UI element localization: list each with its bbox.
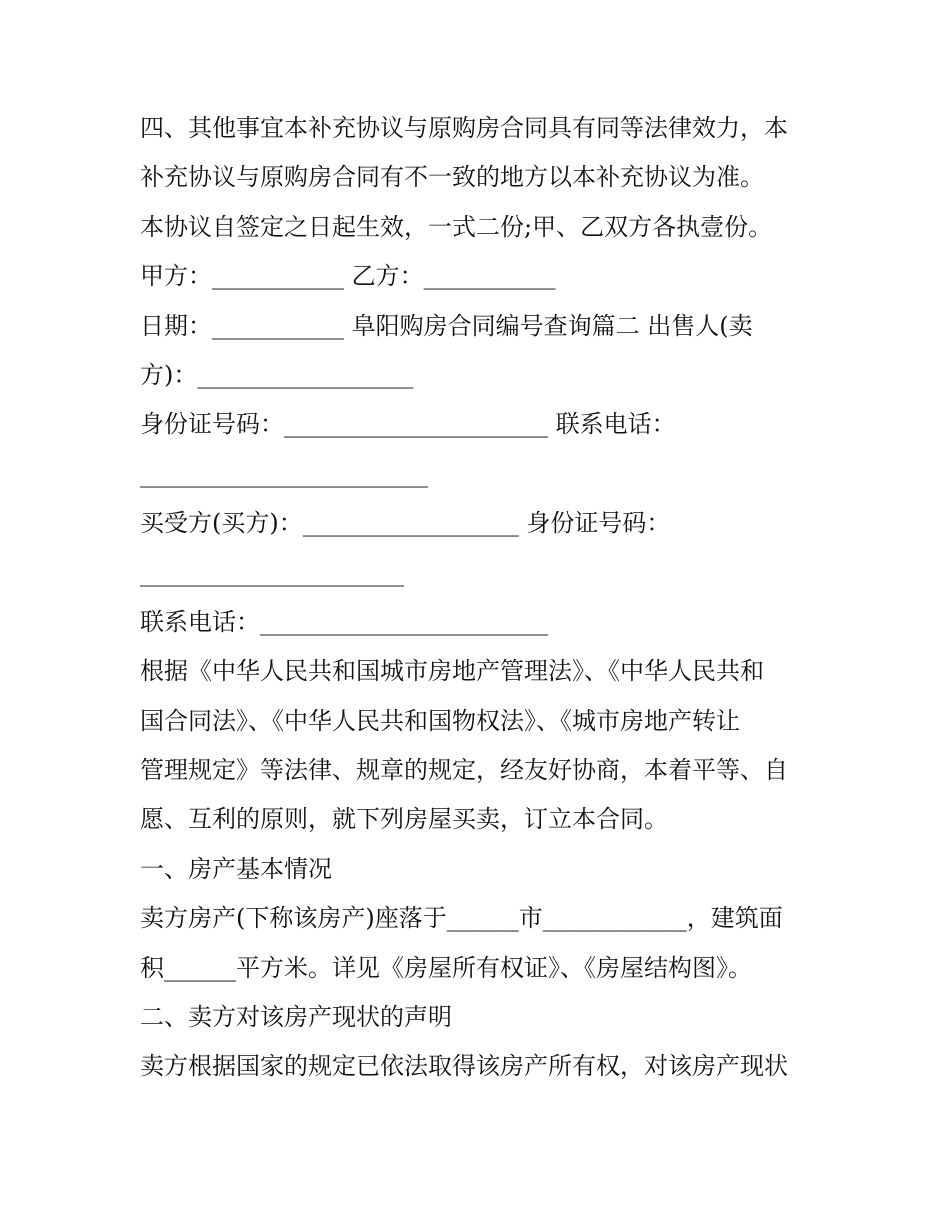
- line-date-and-contract-title: 日期：___________ 阜阳购房合同编号查询篇二 出售人(卖: [140, 311, 753, 340]
- line-buyer-id: 买受方(买方)：__________________ 身份证号码：: [140, 509, 671, 538]
- section-heading-property-basics: 一、房产基本情况: [140, 854, 332, 883]
- line-seller-ownership: 卖方根据国家的规定已依法取得该房产所有权，对该房产现状: [140, 1052, 788, 1081]
- line-property-location: 卖方房产(下称该房产)座落于______市____________，建筑面: [140, 904, 783, 933]
- line-supplement-precedence: 补充协议与原购房合同有不一致的地方以本补充协议为准。: [140, 163, 764, 192]
- section-heading-seller-statement: 二、卖方对该房产现状的声明: [140, 1003, 452, 1032]
- line-buyer-id-blank: ______________________: [140, 558, 404, 587]
- line-seller-phone-blank: ________________________: [140, 459, 428, 488]
- line-property-area: 积______平方米。详见《房屋所有权证》、《房屋结构图》。: [140, 953, 752, 982]
- line-buyer-phone: 联系电话：________________________: [140, 607, 548, 636]
- line-seller-blank: 方)：__________________: [140, 360, 414, 389]
- line-party-signatures: 甲方：___________ 乙方：___________: [140, 262, 556, 291]
- line-legal-basis-2: 国合同法》、《中华人民共和国物权法》、《城市房地产转让: [140, 706, 740, 735]
- line-legal-basis-3: 管理规定》等法律、规章的规定，经友好协商，本着平等、自: [140, 756, 788, 785]
- line-legal-basis-1: 根据《中华人民共和国城市房地产管理法》、《中华人民共和: [140, 657, 764, 686]
- line-effective-date: 本协议自签定之日起生效，一式二份;甲、乙双方各执壹份。: [140, 212, 773, 241]
- line-seller-id-phone: 身份证号码：______________________ 联系电话：: [140, 410, 676, 439]
- line-other-matters: 四、其他事宜本补充协议与原购房合同具有同等法律效力，本: [140, 114, 788, 142]
- line-legal-basis-4: 愿、互利的原则，就下列房屋买卖，订立本合同。: [140, 805, 668, 834]
- document-body: [140, 104, 820, 1092]
